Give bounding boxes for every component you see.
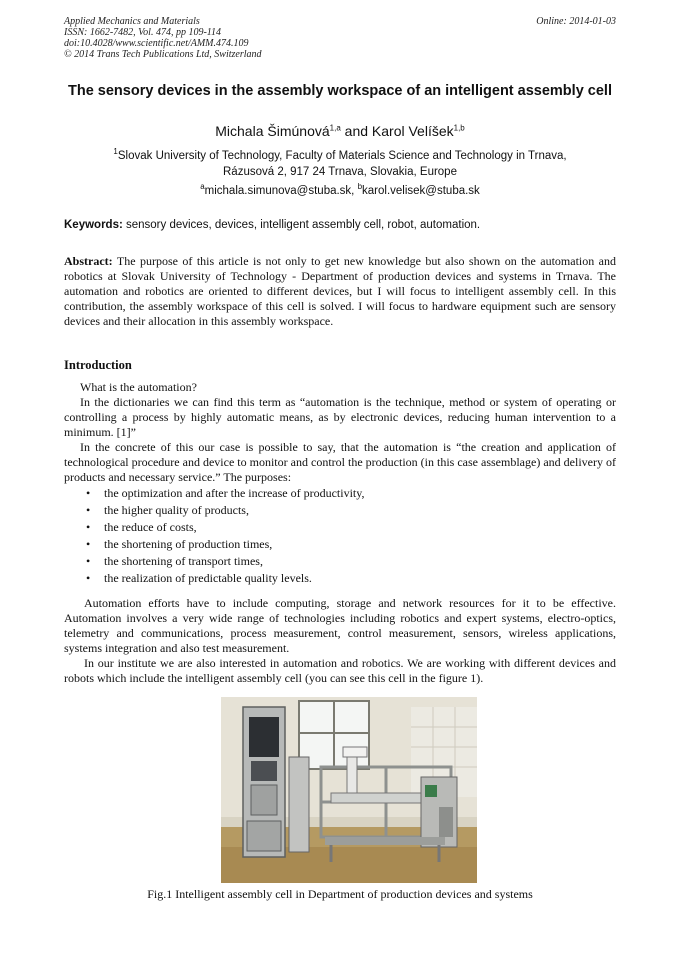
author-2-sup: 1,b xyxy=(453,123,465,133)
paper-title: The sensory devices in the assembly workspace of an intelligent assembly cell xyxy=(68,83,612,99)
email-a-sup: a xyxy=(200,182,205,192)
abstract-text: The purpose of this article is not only to get new knowledge but also shown on the automation and robotics at Slovak University of Technology - Department of production devices and systems in Trnava. The automation and robotics are oriented to different devices, but I will focus to intelligent assembly cell. In this contribution, the assembly workspace of this cell is solved. I will focus to hardware equipment such are sensory devices and their allocation in this assembly workspace. xyxy=(64,254,616,328)
copyright-line: © 2014 Trans Tech Publications Ltd, Switzerland xyxy=(64,49,262,60)
author-and: and xyxy=(340,123,372,139)
purposes-list xyxy=(64,485,616,587)
abstract-label: Abstract: xyxy=(64,254,113,268)
introduction-body xyxy=(64,380,616,587)
introduction-heading: Introduction xyxy=(64,358,132,372)
intro-paragraph-3: In the concrete of this our case is possible to say, that the automation is “the creation and application of technological procedure and device to monitor and control the production (in this case assemblage) and delivery of products and necessary service.” The purposes: xyxy=(64,440,616,484)
list-item: • the optimization and after the increase of productivity, xyxy=(104,485,616,502)
list-item: • the realization of predictable quality levels. xyxy=(104,570,616,587)
figure-caption: Fig.1 Intelligent assembly cell in Department of production devices and systems xyxy=(147,887,533,901)
author-line xyxy=(64,123,616,139)
journal-name: Applied Mechanics and Materials xyxy=(64,16,200,27)
affiliation-line-1: Slovak University of Technology, Faculty of Materials Science and Technology in Trnava, xyxy=(117,150,567,162)
email-b-sup: b xyxy=(357,182,363,192)
abstract xyxy=(64,254,616,329)
email-line xyxy=(64,182,616,197)
email-a: michala.simunova@stuba.sk, xyxy=(204,185,358,197)
intro-paragraph-2: In the dictionaries we can find this term as “automation is the technique, method or system of operating or controlling a process by highly automatic means, as by electronic devices, reducing human intervention to a minimum. [1]” xyxy=(64,395,616,439)
list-item: • the shortening of transport times, xyxy=(104,553,616,570)
intro-paragraph-4: Automation efforts have to include computing, storage and network resources for it to be effective. Automation involves a very wide range of technologies including robotics and expert systems, electro-optics, telemetry and communications, process measurement, control measurement, sensors, wireless applications, systems integration and also test measurement. xyxy=(64,596,616,655)
list-item: • the reduce of costs, xyxy=(104,519,616,536)
online-date: Online: 2014-01-03 xyxy=(536,16,616,27)
keywords-label: Keywords: xyxy=(64,219,123,231)
author-2: Karol Velíšek xyxy=(371,123,454,139)
keywords xyxy=(64,219,616,231)
affiliation-line-2: Rázusová 2, 917 24 Trnava, Slovakia, Europe xyxy=(223,166,457,178)
list-item: • the shortening of production times, xyxy=(104,536,616,553)
affiliation-sup: 1 xyxy=(113,147,118,157)
assembly-cell-photo xyxy=(221,697,477,883)
intro-paragraph-5: In our institute we are also interested in automation and robotics. We are working with different devices and robots which include the intelligent assembly cell (you can see this cell in the figure 1). xyxy=(64,656,616,685)
affiliation xyxy=(64,148,616,180)
intro-paragraph-1: What is the automation? xyxy=(80,380,197,394)
email-b: karol.velisek@stuba.sk xyxy=(362,185,480,197)
keywords-text: sensory devices, devices, intelligent assembly cell, robot, automation. xyxy=(122,219,481,231)
author-1: Michala Šimúnová xyxy=(215,123,330,139)
author-1-sup: 1,a xyxy=(329,123,341,133)
doi-line: doi:10.4028/www.scientific.net/AMM.474.109 xyxy=(64,38,249,49)
issn-line: ISSN: 1662-7482, Vol. 474, pp 109-114 xyxy=(64,27,222,38)
journal-header xyxy=(64,16,616,60)
introduction-body-continued xyxy=(64,596,616,686)
list-item: • the higher quality of products, xyxy=(104,502,616,519)
